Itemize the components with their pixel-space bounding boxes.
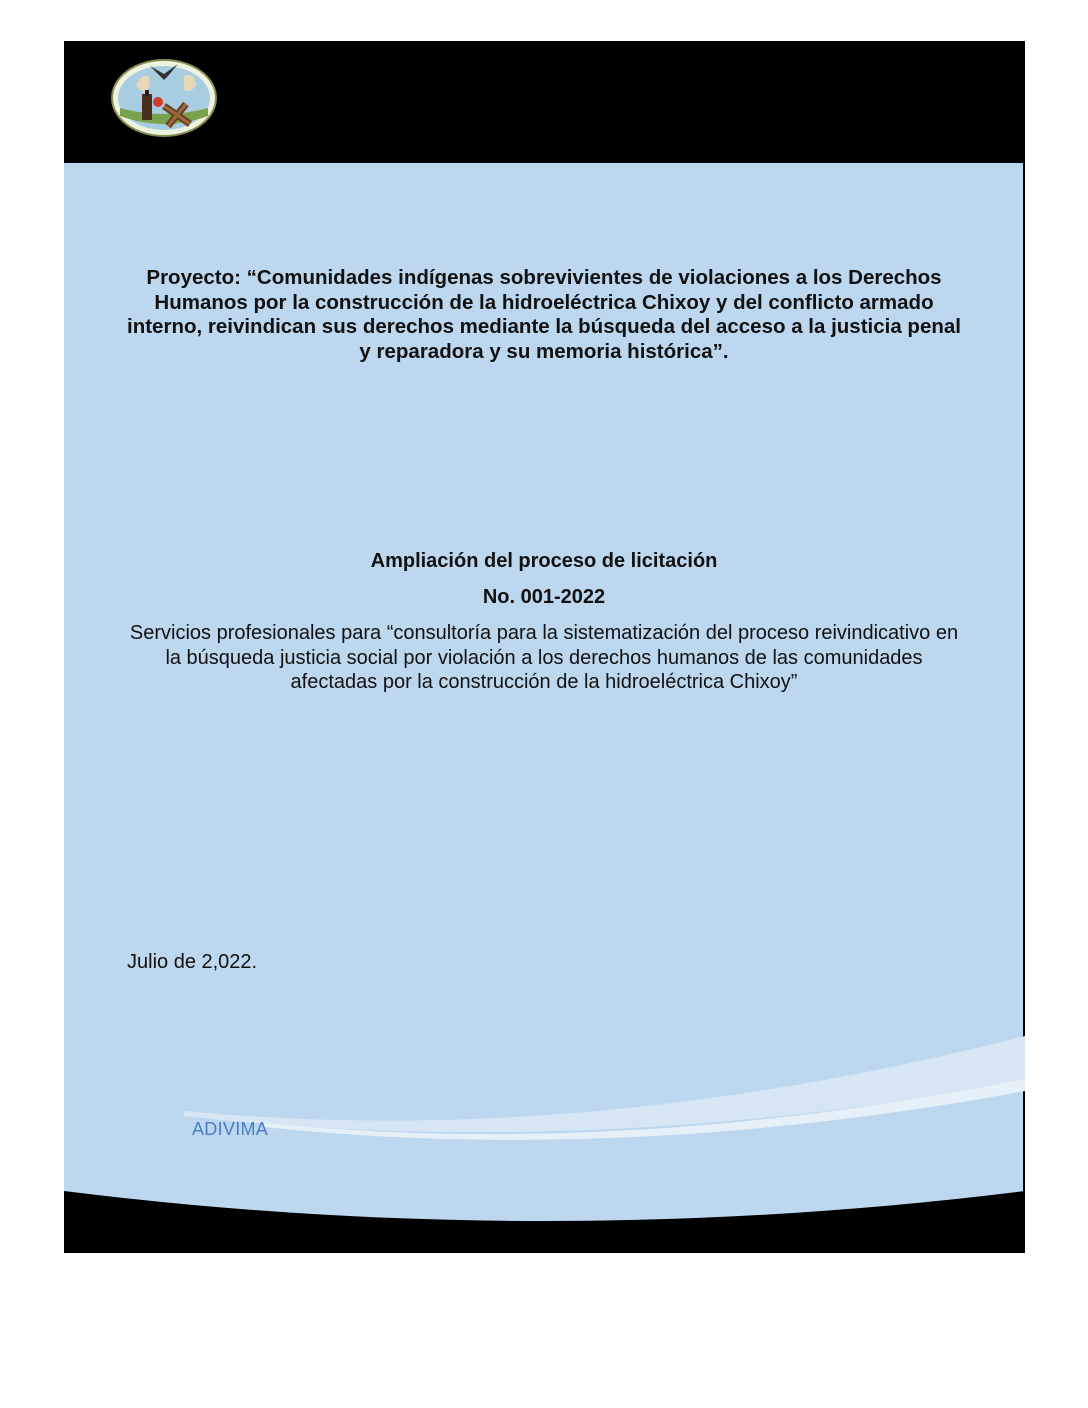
project-title: Proyecto: “Comunidades indígenas sobrevivientes de violaciones a los Derechos Humanos por la construcción de la hidroeléctrica Chixoy y del conflicto armado interno, reivindican sus derechos mediante la búsqueda del acceso a la justicia penal y reparadora y su memoria histórica”. xyxy=(127,266,961,363)
service-description: Servicios profesionales para “consultoría para la sistematización del proceso reivindicativo en la búsqueda justicia social por violación a los derechos humanos de las comunidades afectadas por la construcción de la hidroeléctrica Chixoy” xyxy=(129,622,959,693)
tender-number: No. 001-2022 xyxy=(482,586,606,608)
tender-subtitle: Ampliación del proceso de licitación xyxy=(370,550,718,572)
organization-name: ADIVIMA xyxy=(192,1119,269,1139)
cover-page xyxy=(64,41,1025,1253)
document-date: Julio de 2,022. xyxy=(127,951,258,973)
